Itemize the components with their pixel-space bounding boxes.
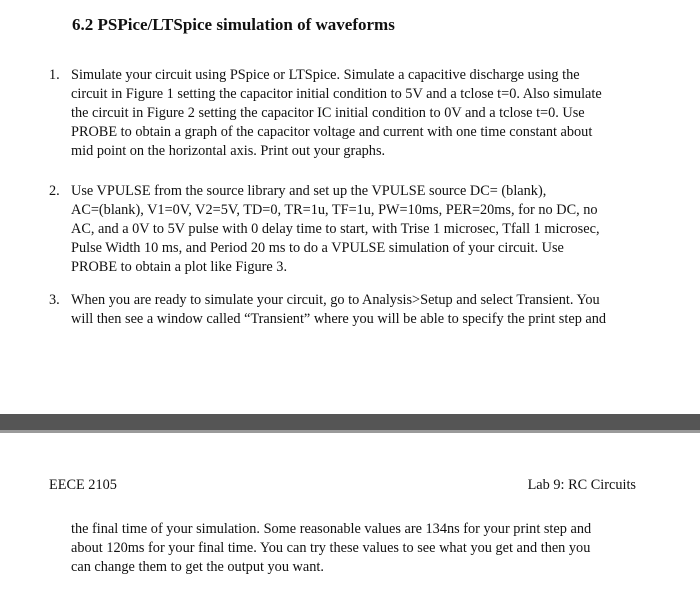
section-title: 6.2 PSPice/LTSpice simulation of waveforms (72, 15, 395, 34)
text-line: circuit in Figure 1 setting the capacitor initial condition to 5V and a tclose t=0. Also simulate (71, 86, 602, 102)
text-line: mid point on the horizontal axis. Print out your graphs. (71, 143, 386, 159)
text-line: Use VPULSE from the source library and set up the VPULSE source DC= (blank), (71, 183, 547, 199)
text-line: PROBE to obtain a plot like Figure 3. (71, 259, 288, 275)
list-item-number: 2. (49, 183, 60, 199)
text-line: will then see a window called “Transient” where you will be able to specify the print step and (71, 311, 607, 327)
page-break-shadow (0, 430, 700, 433)
text-line: PROBE to obtain a graph of the capacitor voltage and current with one time constant about (71, 124, 593, 140)
list-item-3 (49, 291, 639, 329)
list-item-text (71, 66, 639, 161)
footer-course: EECE 2105 (49, 477, 117, 493)
text-line: Simulate your circuit using PSpice or LTSpice. Simulate a capacitive discharge using the (71, 67, 580, 83)
list-item-text (71, 291, 639, 329)
list-item-text (71, 182, 639, 277)
text-line: AC=(blank), V1=0V, V2=5V, TD=0, TR=1u, TF=1u, PW=10ms, PER=20ms, for no DC, no (71, 202, 598, 218)
list-item-number: 1. (49, 67, 60, 83)
text-line: can change them to get the output you want. (71, 559, 324, 575)
list-item-2 (49, 182, 639, 277)
list-item-number: 3. (49, 292, 60, 308)
text-line: AC, and a 0V to 5V pulse with 0 delay time to start, with Trise 1 microsec, Tfall 1 microsec, (71, 221, 600, 237)
text-line: When you are ready to simulate your circuit, go to Analysis>Setup and select Transient. You (71, 292, 600, 308)
text-line: the circuit in Figure 2 setting the capacitor IC initial condition to 0V and a tclose t=0. Use (71, 105, 585, 121)
page-break-divider (0, 414, 700, 430)
text-line: Pulse Width 10 ms, and Period 20 ms to do a VPULSE simulation of your circuit. Use (71, 240, 564, 256)
list-item-1 (49, 66, 639, 161)
continuation-paragraph (71, 520, 639, 577)
text-line: about 120ms for your final time. You can try these values to see what you get and then you (71, 540, 591, 556)
text-line: the final time of your simulation. Some reasonable values are 134ns for your print step and (71, 521, 592, 537)
footer-lab-title: Lab 9: RC Circuits (527, 477, 636, 493)
